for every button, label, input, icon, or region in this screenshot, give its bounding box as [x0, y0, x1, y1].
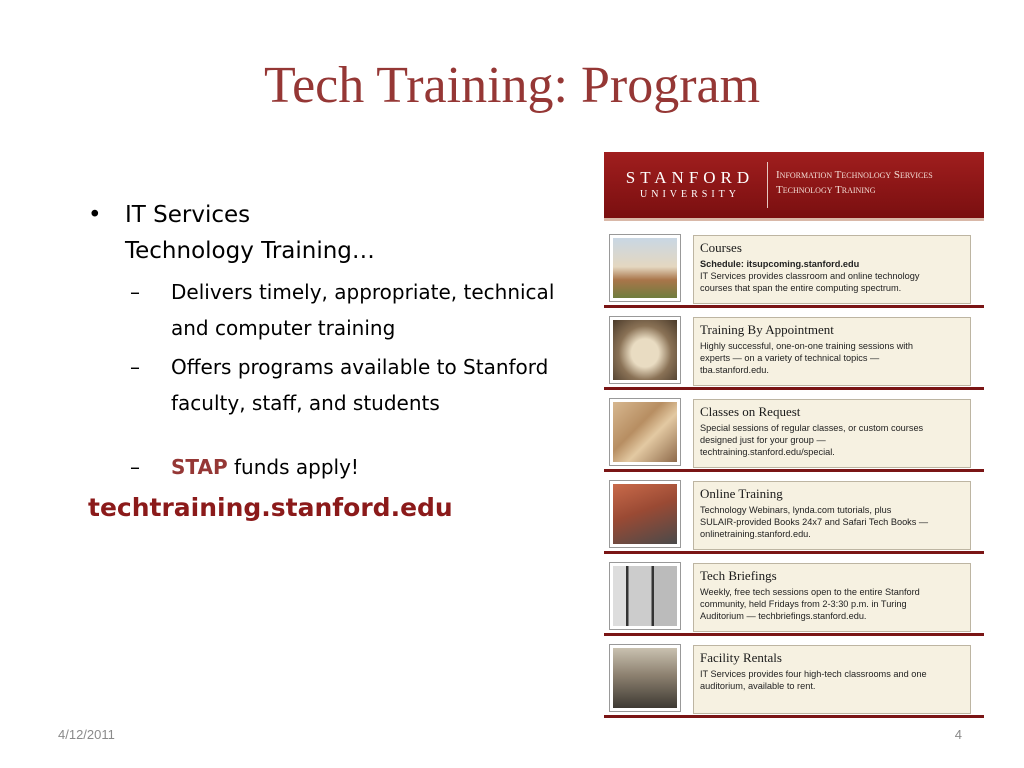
banner-stanford-wordmark: STANFORD: [625, 168, 755, 187]
program-card-description: onlinetraining.stanford.edu.: [700, 528, 811, 539]
sub-bullet-list: [130, 275, 558, 485]
sub-bullet-stap: [130, 450, 558, 486]
program-card-title: Courses: [700, 240, 742, 255]
program-card-title: Training By Appointment: [700, 322, 834, 337]
bullet-line-2: Technology Training…: [125, 237, 375, 264]
slide-date: 4/12/2011: [58, 727, 115, 742]
program-card-title: Classes on Request: [700, 404, 801, 419]
program-row: [604, 476, 984, 554]
program-card: [693, 645, 971, 714]
row-divider: [604, 387, 984, 390]
row-divider: [604, 715, 984, 718]
row-divider: [604, 551, 984, 554]
hoover-tower-photo-icon: [609, 234, 681, 302]
program-card-description: auditorium, available to rent.: [700, 680, 816, 691]
program-card-title: Online Training: [700, 486, 783, 501]
banner-its-label: Information Technology Services: [776, 169, 933, 181]
program-card: [693, 235, 971, 304]
program-row: [604, 230, 984, 308]
program-row: [604, 558, 984, 636]
program-card-description: courses that span the entire computing spectrum.: [700, 282, 902, 293]
training-programs-graphic: [604, 152, 984, 716]
program-card-description: IT Services provides four high-tech classrooms and one: [700, 669, 927, 679]
banner-university-wordmark: UNIVERSITY: [640, 189, 740, 200]
program-card: [693, 317, 971, 386]
bullet-line-1: IT Services: [125, 202, 251, 228]
program-card: [693, 563, 971, 632]
program-card-title: Facility Rentals: [700, 650, 782, 665]
program-card-description: tba.stanford.edu.: [700, 364, 769, 375]
program-card-description: IT Services provides classroom and online technology: [700, 270, 920, 281]
bullet-it-services: [88, 198, 558, 269]
sub-bullet-marker: –: [130, 454, 140, 479]
row-divider: [604, 305, 984, 308]
stone-urn-photo-icon: [609, 316, 681, 384]
slide-title: Tech Training: Program: [263, 57, 761, 114]
program-card-description: techtraining.stanford.edu/special.: [700, 446, 835, 457]
iron-gate-photo-icon: [609, 562, 681, 630]
slide-content: [88, 198, 558, 522]
stap-rest: funds apply!: [227, 454, 359, 479]
program-card: [693, 481, 971, 550]
stanford-banner: [604, 152, 984, 221]
program-card-title: Tech Briefings: [700, 568, 777, 583]
sub-bullet-marker: –: [130, 355, 140, 380]
program-card-description: Weekly, free tech sessions open to the entire Stanford: [700, 587, 920, 597]
program-card-description: Auditorium — techbriefings.stanford.edu.: [700, 610, 867, 621]
program-card-description: experts — on a variety of technical topics —: [700, 352, 880, 363]
banner-divider: [767, 162, 768, 208]
stap-highlight: STAP: [171, 454, 228, 479]
sub-bullet-text: Offers programs available to Stanford faculty, staff, and students: [171, 355, 549, 416]
program-card-description: SULAIR-provided Books 24x7 and Safari Tech Books —: [700, 516, 929, 527]
program-card-description: Special sessions of regular classes, or custom courses: [700, 423, 924, 433]
program-row: [604, 394, 984, 472]
sub-bullet-text: Delivers timely, appropriate, technical and computer training: [171, 280, 555, 340]
sub-bullet-offers: [130, 350, 558, 421]
program-card-description: designed just for your group —: [700, 434, 826, 445]
program-card-description: Highly successful, one-on-one training sessions with: [700, 341, 913, 351]
statue-steps-photo-icon: [609, 480, 681, 548]
techtraining-link[interactable]: techtraining.stanford.edu: [88, 493, 453, 523]
tile-floor-photo-icon: [609, 398, 681, 466]
sub-bullet-marker: –: [130, 280, 140, 305]
program-card-description: Technology Webinars, lynda.com tutorials, plus: [700, 505, 892, 515]
program-card-schedule[interactable]: Schedule: itsupcoming.stanford.edu: [700, 259, 860, 269]
program-row: [604, 640, 984, 718]
banner-tt-label: Technology Training: [776, 184, 876, 196]
slide-page-number: 4: [954, 727, 962, 742]
program-card: [693, 399, 971, 468]
archway-photo-icon: [609, 644, 681, 712]
program-card-description: community, held Fridays from 2-3:30 p.m. in Turing: [700, 598, 907, 609]
bullet-marker: •: [88, 202, 102, 228]
row-divider: [604, 469, 984, 472]
sub-bullet-delivers: [130, 275, 558, 346]
row-divider: [604, 633, 984, 636]
program-row: [604, 312, 984, 390]
